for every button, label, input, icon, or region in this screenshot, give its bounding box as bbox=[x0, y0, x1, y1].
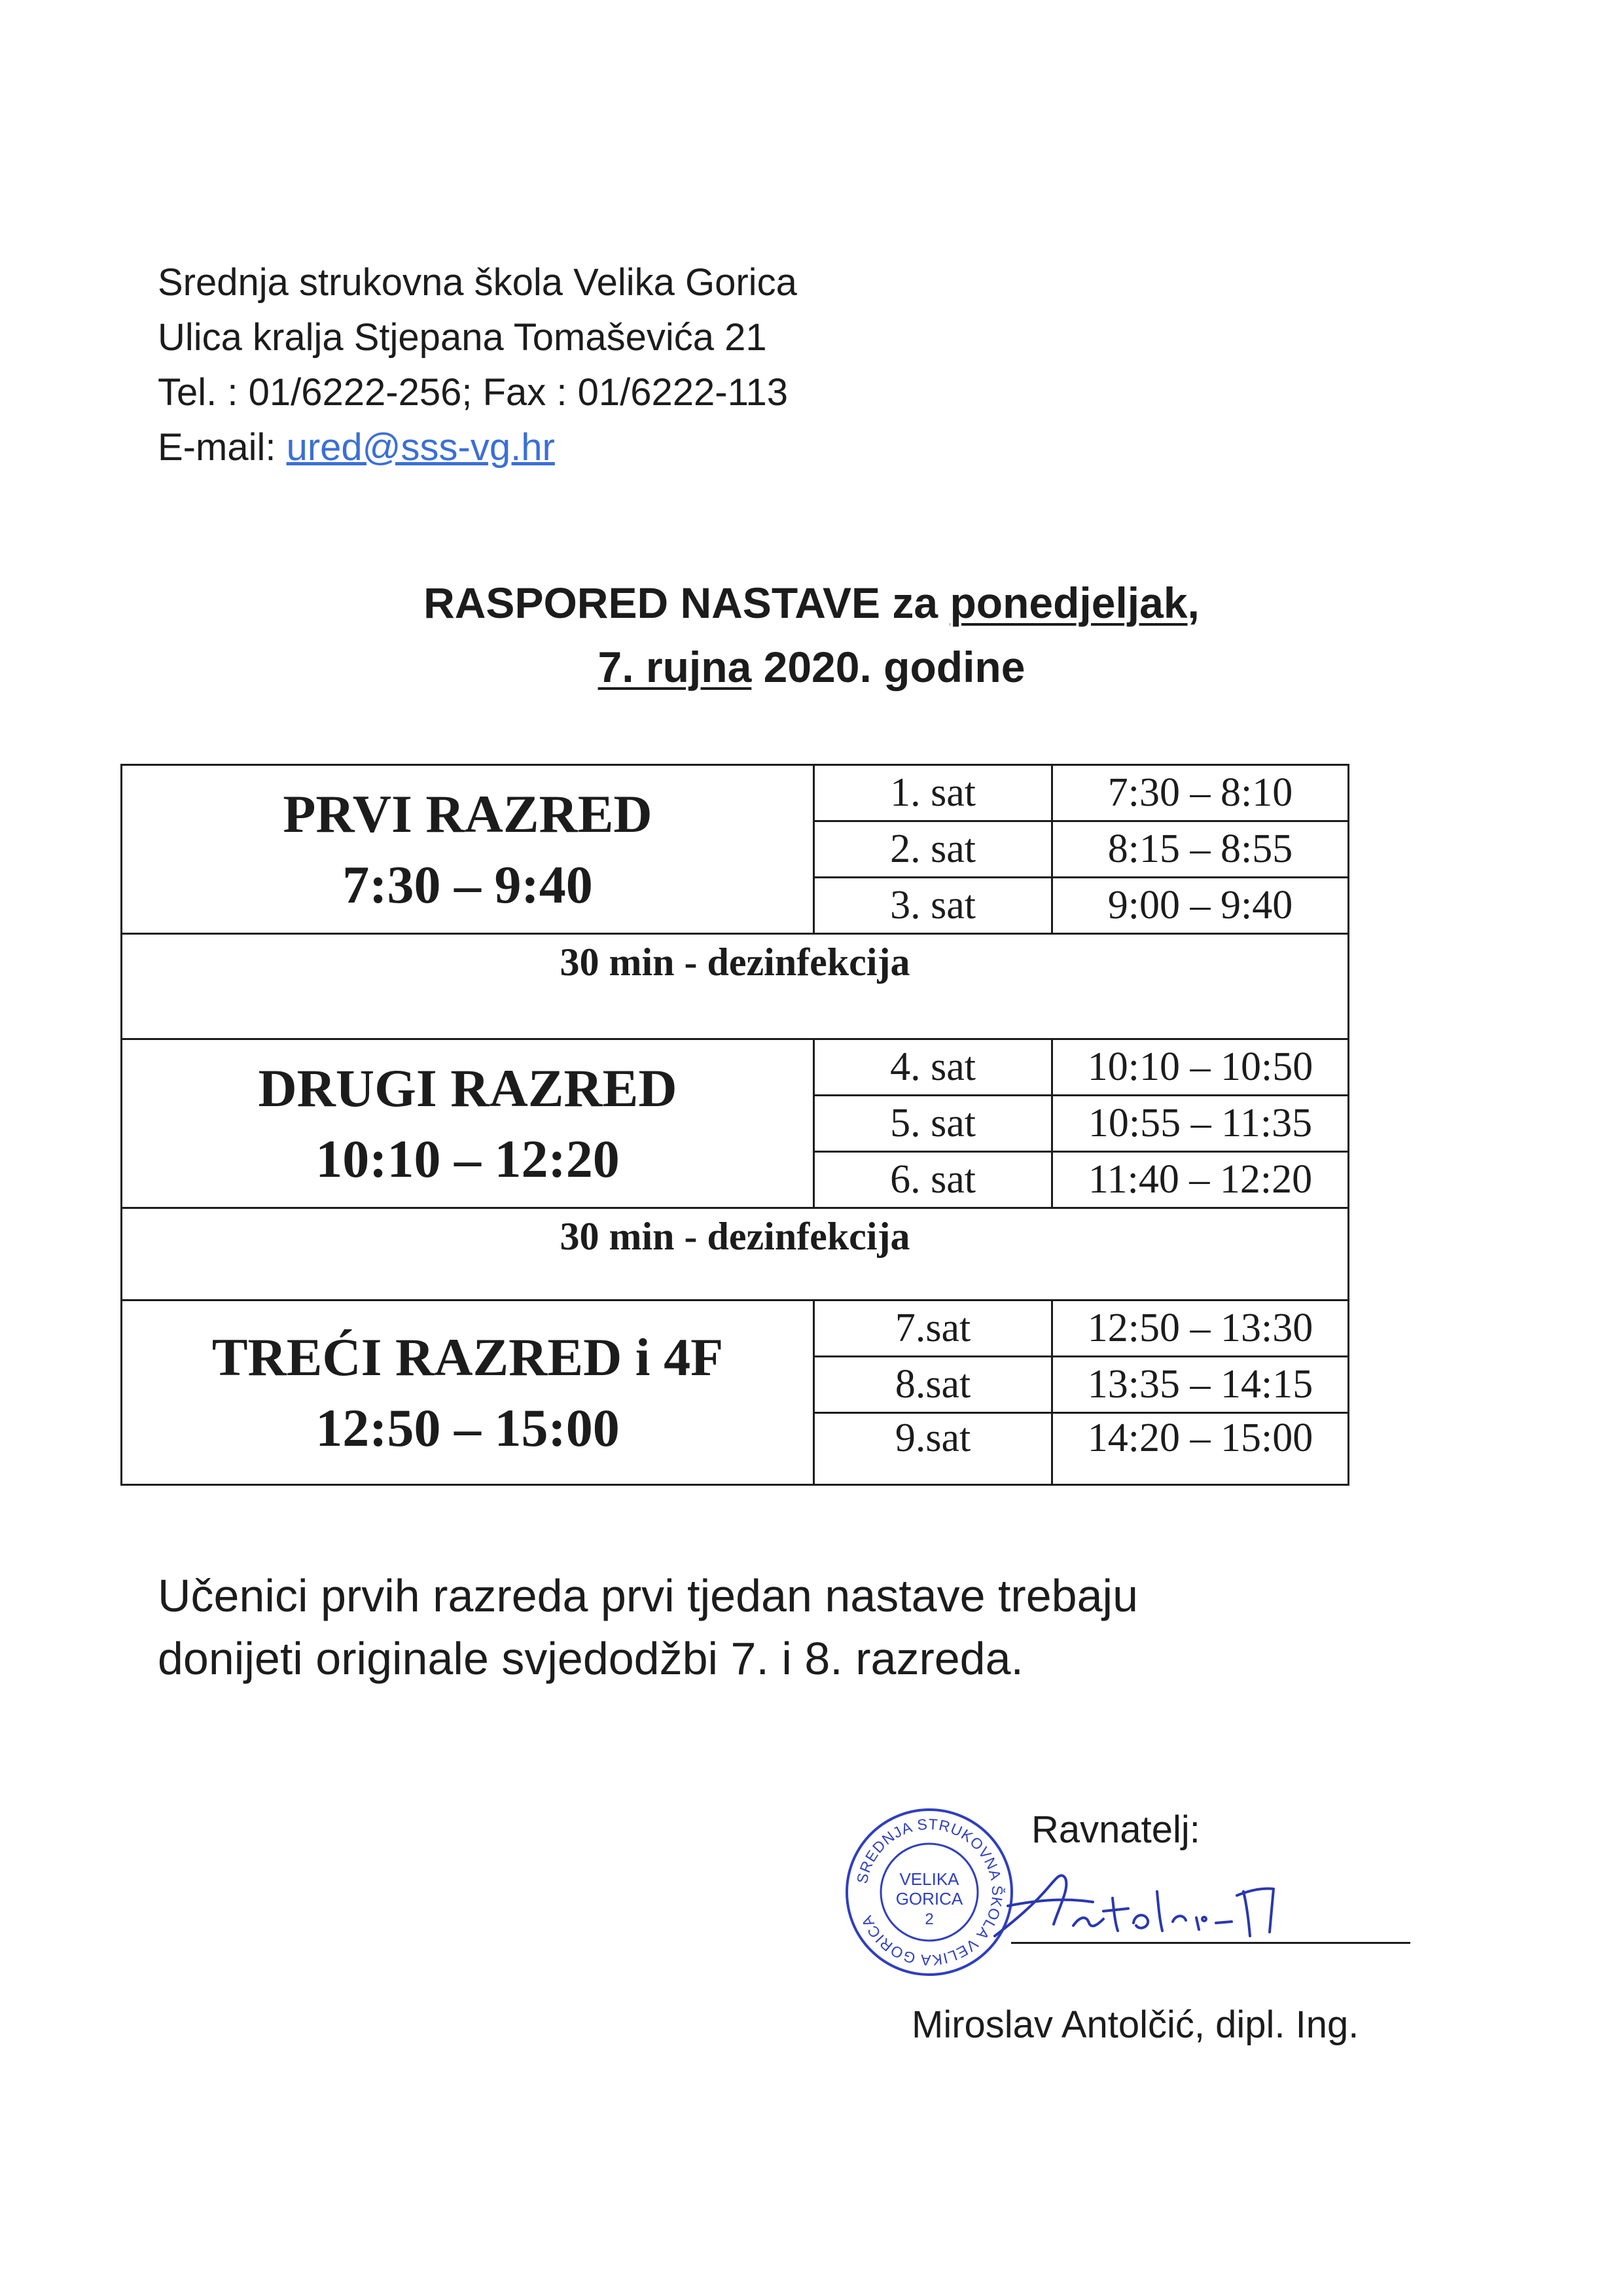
notice-text bbox=[158, 1564, 1138, 1690]
class-group-range: 7:30 – 9:40 bbox=[342, 854, 593, 914]
notice-line-2: donijeti originale svjedodžbi 7. i 8. razreda. bbox=[158, 1633, 1024, 1684]
time-cell: 10:55 – 11:35 bbox=[1052, 1096, 1349, 1152]
period-cell: 3. sat bbox=[814, 878, 1052, 934]
time-cell: 12:50 – 13:30 bbox=[1052, 1300, 1349, 1357]
stamp-center-line-1: VELIKA bbox=[899, 1869, 959, 1889]
notice-line-1: Učenici prvih razreda prvi tjedan nastave trebaju bbox=[158, 1570, 1138, 1621]
time-cell: 13:35 – 14:15 bbox=[1052, 1357, 1349, 1413]
title-line-1: RASPORED NASTAVE za ponedjeljak, bbox=[423, 579, 1200, 627]
director-name: Miroslav Antolčić, dipl. Ing. bbox=[912, 2003, 1359, 2046]
title-line-2: 7. rujna 2020. godine bbox=[597, 643, 1026, 691]
school-header bbox=[158, 255, 797, 475]
director-label: Ravnatelj: bbox=[1031, 1808, 1200, 1851]
stamp-center-line-2: GORICA bbox=[895, 1889, 963, 1909]
school-name: Srednja strukovna škola Velika Gorica bbox=[158, 261, 797, 304]
page-title bbox=[0, 571, 1623, 699]
class-group-cell bbox=[122, 765, 814, 934]
period-cell: 4. sat bbox=[814, 1039, 1052, 1096]
handwritten-signature bbox=[988, 1859, 1355, 1950]
schedule-table bbox=[120, 764, 1349, 1486]
period-cell: 1. sat bbox=[814, 765, 1052, 821]
time-cell: 14:20 – 15:00 bbox=[1052, 1413, 1349, 1485]
class-group-range: 10:10 – 12:20 bbox=[315, 1128, 620, 1189]
class-group-name: TREĆI RAZRED i 4F bbox=[211, 1327, 724, 1387]
signature-line bbox=[1011, 1942, 1410, 1944]
class-group-name: DRUGI RAZRED bbox=[258, 1058, 677, 1118]
break-cell: 30 min - dezinfekcija bbox=[122, 1208, 1349, 1300]
stamp-center-line-3: 2 bbox=[925, 1910, 934, 1928]
stamp-ring-text: SREDNJA STRUKOVNA ŠKOLA VELIKA GORICA bbox=[853, 1815, 1007, 1969]
time-cell: 10:10 – 10:50 bbox=[1052, 1039, 1349, 1096]
time-cell: 11:40 – 12:20 bbox=[1052, 1152, 1349, 1208]
class-group-range: 12:50 – 15:00 bbox=[315, 1397, 620, 1458]
title-day: ponedjeljak bbox=[950, 579, 1188, 627]
period-cell: 6. sat bbox=[814, 1152, 1052, 1208]
time-cell: 9:00 – 9:40 bbox=[1052, 878, 1349, 934]
table-row bbox=[122, 1039, 1349, 1096]
email-line bbox=[158, 420, 797, 475]
time-cell: 7:30 – 8:10 bbox=[1052, 765, 1349, 821]
time-cell: 8:15 – 8:55 bbox=[1052, 821, 1349, 878]
school-address: Ulica kralja Stjepana Tomaševića 21 bbox=[158, 316, 767, 359]
phone-fax: Tel. : 01/6222-256; Fax : 01/6222-113 bbox=[158, 371, 789, 414]
break-row bbox=[122, 1208, 1349, 1300]
period-cell: 8.sat bbox=[814, 1357, 1052, 1413]
email-label: E-mail: bbox=[158, 426, 287, 469]
email-link[interactable]: ured@sss-vg.hr bbox=[286, 426, 555, 469]
break-cell: 30 min - dezinfekcija bbox=[122, 934, 1349, 1039]
period-cell: 5. sat bbox=[814, 1096, 1052, 1152]
class-group-cell bbox=[122, 1300, 814, 1485]
title-date: 7. rujna bbox=[597, 643, 752, 691]
period-cell: 7.sat bbox=[814, 1300, 1052, 1357]
class-group-cell bbox=[122, 1039, 814, 1208]
table-row bbox=[122, 1300, 1349, 1357]
break-row bbox=[122, 934, 1349, 1039]
period-cell: 2. sat bbox=[814, 821, 1052, 878]
period-cell: 9.sat bbox=[814, 1413, 1052, 1485]
class-group-name: PRVI RAZRED bbox=[283, 783, 652, 844]
table-row bbox=[122, 765, 1349, 821]
